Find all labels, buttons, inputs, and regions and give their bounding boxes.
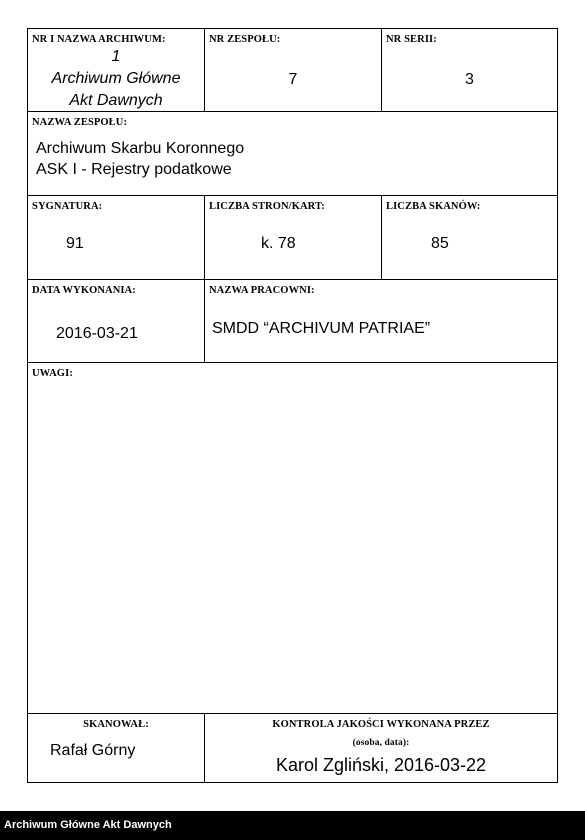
series-number: 3 — [465, 71, 474, 88]
archive-name-line2: Akt Dawnych — [69, 92, 163, 109]
scans-cell — [381, 195, 558, 280]
series-label: NR SERII: — [386, 34, 437, 45]
fonds-name-line2: ASK I - Rejestry podatkowe — [36, 161, 232, 178]
archive-name-line1: Archiwum Główne — [51, 70, 181, 87]
quality-control-sublabel: (osoba, data): — [352, 738, 410, 748]
footer-text: Archiwum Główne Akt Dawnych — [4, 819, 172, 831]
scanned-by-cell — [27, 713, 205, 783]
studio-value: SMDD “ARCHIVUM PATRIAE” — [212, 320, 431, 337]
studio-cell — [204, 279, 558, 363]
date-label: DATA WYKONANIA: — [32, 285, 136, 296]
pages-label: LICZBA STRON/KART: — [209, 201, 325, 212]
series-cell — [381, 28, 558, 112]
archive-cell — [27, 28, 205, 112]
fonds-name-line1: Archiwum Skarbu Koronnego — [36, 140, 245, 157]
fonds-number-label: NR ZESPOŁU: — [209, 34, 281, 45]
pages-cell — [204, 195, 382, 280]
scans-value: 85 — [431, 235, 449, 252]
scans-label: LICZBA SKANÓW: — [386, 201, 481, 212]
fonds-number: 7 — [288, 71, 298, 88]
pages-value: k. 78 — [261, 235, 296, 252]
notes-cell — [27, 362, 558, 714]
studio-label: NAZWA PRACOWNI: — [209, 285, 315, 296]
fonds-name-label: NAZWA ZESPOŁU: — [32, 117, 128, 128]
archive-number: 1 — [111, 48, 121, 65]
metadata-form — [27, 28, 558, 783]
fonds-number-cell — [204, 28, 382, 112]
quality-control-cell — [204, 713, 558, 783]
signature-value: 91 — [66, 235, 84, 252]
archive-label: NR I NAZWA ARCHIWUM: — [32, 34, 166, 45]
notes-label: UWAGI: — [32, 368, 73, 379]
signature-label: SYGNATURA: — [32, 201, 103, 212]
fonds-name-cell — [27, 111, 558, 196]
footer-bar — [0, 811, 585, 840]
date-cell — [27, 279, 205, 363]
scanned-by-label: SKANOWAŁ: — [83, 719, 149, 730]
quality-control-value: Karol Zgliński, 2016-03-22 — [275, 755, 487, 775]
scanned-by-value: Rafał Górny — [50, 742, 136, 759]
date-value: 2016-03-21 — [56, 325, 138, 342]
signature-cell — [27, 195, 205, 280]
quality-control-label: KONTROLA JAKOŚCI WYKONANA PRZEZ — [272, 719, 490, 730]
